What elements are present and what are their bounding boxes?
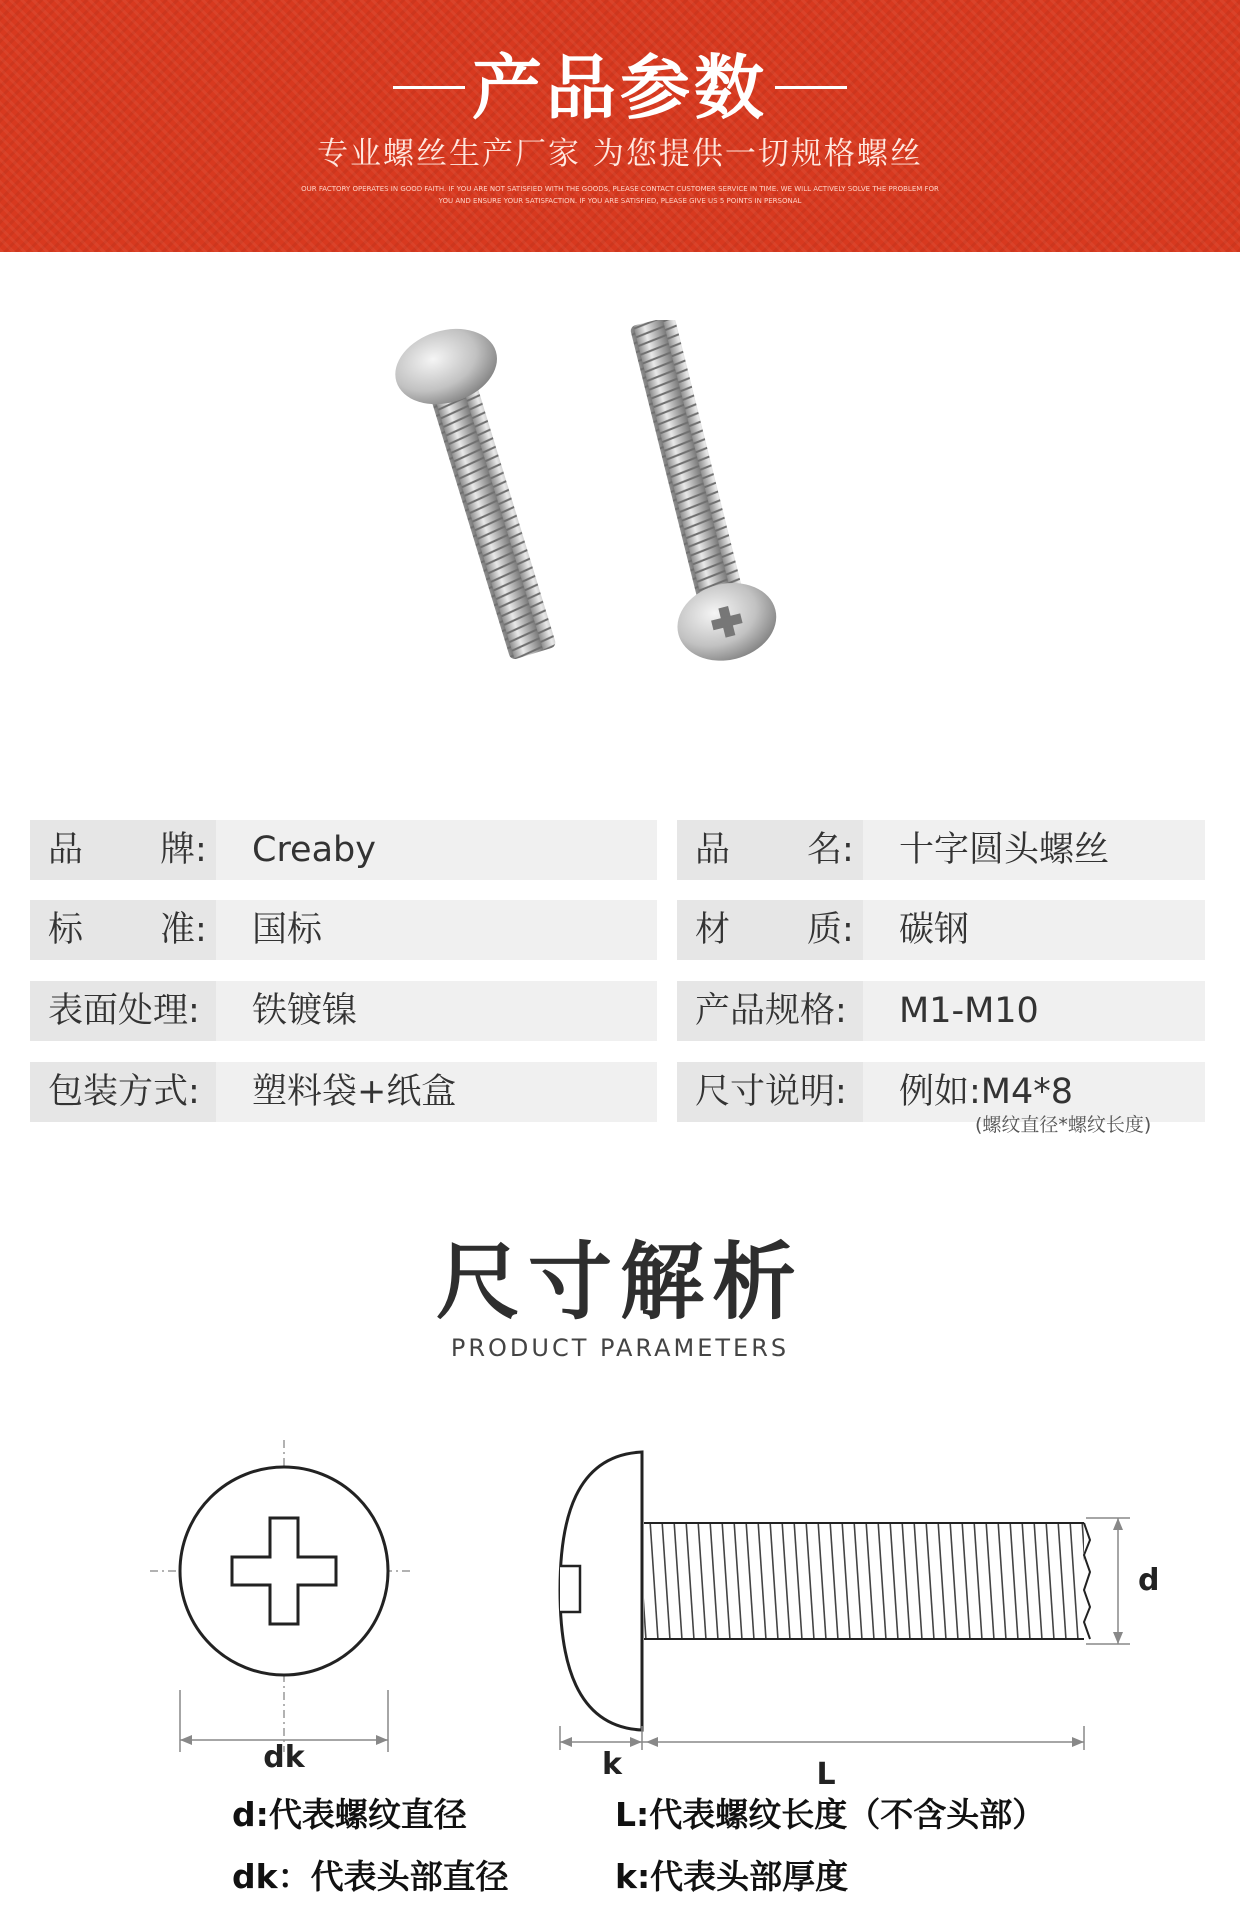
spec-row-surface	[30, 981, 657, 1041]
spec-label-size: 尺寸说明:	[677, 1062, 863, 1122]
spec-value-size: 例如:M4*8	[899, 1072, 1074, 1112]
legend-L: L:代表螺纹长度（不含头部）	[615, 1795, 1046, 1834]
spec-value-packaging: 塑料袋+纸盒	[252, 1072, 457, 1112]
label-d: d	[1138, 1563, 1160, 1598]
spec-label-packaging: 包装方式:	[30, 1062, 216, 1122]
spec-value-spec: M1-M10	[899, 991, 1039, 1031]
screw-top-view	[150, 1440, 410, 1775]
thread-body	[644, 1523, 1084, 1639]
spec-label-name: 品 名:	[677, 820, 863, 880]
spec-label-material: 材 质:	[677, 900, 863, 960]
dimension-diagram	[0, 1400, 1240, 1790]
spec-row-size	[677, 1062, 1205, 1122]
legend-dk: dk：代表头部直径	[232, 1857, 509, 1896]
banner-title: 产品参数	[472, 47, 768, 129]
spec-value-brand: Creaby	[252, 830, 376, 870]
spec-label-spec: 产品规格:	[677, 981, 863, 1041]
screw-right-shank	[630, 320, 745, 608]
section-title: 尺寸解析	[435, 1233, 804, 1331]
spec-row-material	[677, 900, 1205, 960]
spec-label-brand: 品 牌:	[30, 820, 216, 880]
spec-row-brand	[30, 820, 657, 880]
banner-subtitle: 专业螺丝生产厂家 为您提供一切规格螺丝	[317, 136, 923, 172]
product-photo	[380, 320, 860, 720]
head-slot	[560, 1566, 580, 1612]
screw-left-head	[386, 320, 507, 416]
spec-value-surface: 铁镀镍	[252, 991, 358, 1031]
spec-row-packaging	[30, 1062, 657, 1122]
spec-label-standard: 标 准:	[30, 900, 216, 960]
spec-value-standard: 国标	[252, 910, 323, 950]
legend-k: k:代表头部厚度	[615, 1857, 849, 1896]
screw-side-view	[560, 1452, 1159, 1790]
label-dk: dk	[263, 1740, 305, 1775]
section-subtitle: PRODUCT PARAMETERS	[450, 1334, 790, 1362]
spec-value-material: 碳钢	[899, 910, 970, 950]
banner-small-text: OUR FACTORY OPERATES IN GOOD FAITH. IF YOU ARE NOT SATISFIED WITH THE GOODS, PLEASE CONTACT CUSTOMER SERVICE IN TIME. WE WILL ACTIVELY SOLVE THE PROBLEM FOR YOU AND ENSURE YOUR SATISFACTION. IF YOU ARE SATISFIED, PLEASE GIVE US 5 POINTS IN PERSONAL	[301, 185, 939, 205]
size-note: (螺纹直径*螺纹长度)	[975, 1114, 1152, 1136]
spec-label-surface: 表面处理:	[30, 981, 216, 1041]
screw-right	[603, 320, 784, 671]
label-L: L	[816, 1757, 836, 1790]
spec-row-standard	[30, 900, 657, 960]
spec-value-name: 十字圆头螺丝	[899, 830, 1110, 870]
screw-left-shank	[426, 369, 557, 660]
spec-row-spec	[677, 981, 1205, 1041]
screw-left	[386, 320, 584, 669]
header-banner	[0, 0, 1240, 252]
legend-d: d:代表螺纹直径	[232, 1795, 467, 1834]
label-k: k	[602, 1747, 622, 1782]
spec-row-name	[677, 820, 1205, 880]
